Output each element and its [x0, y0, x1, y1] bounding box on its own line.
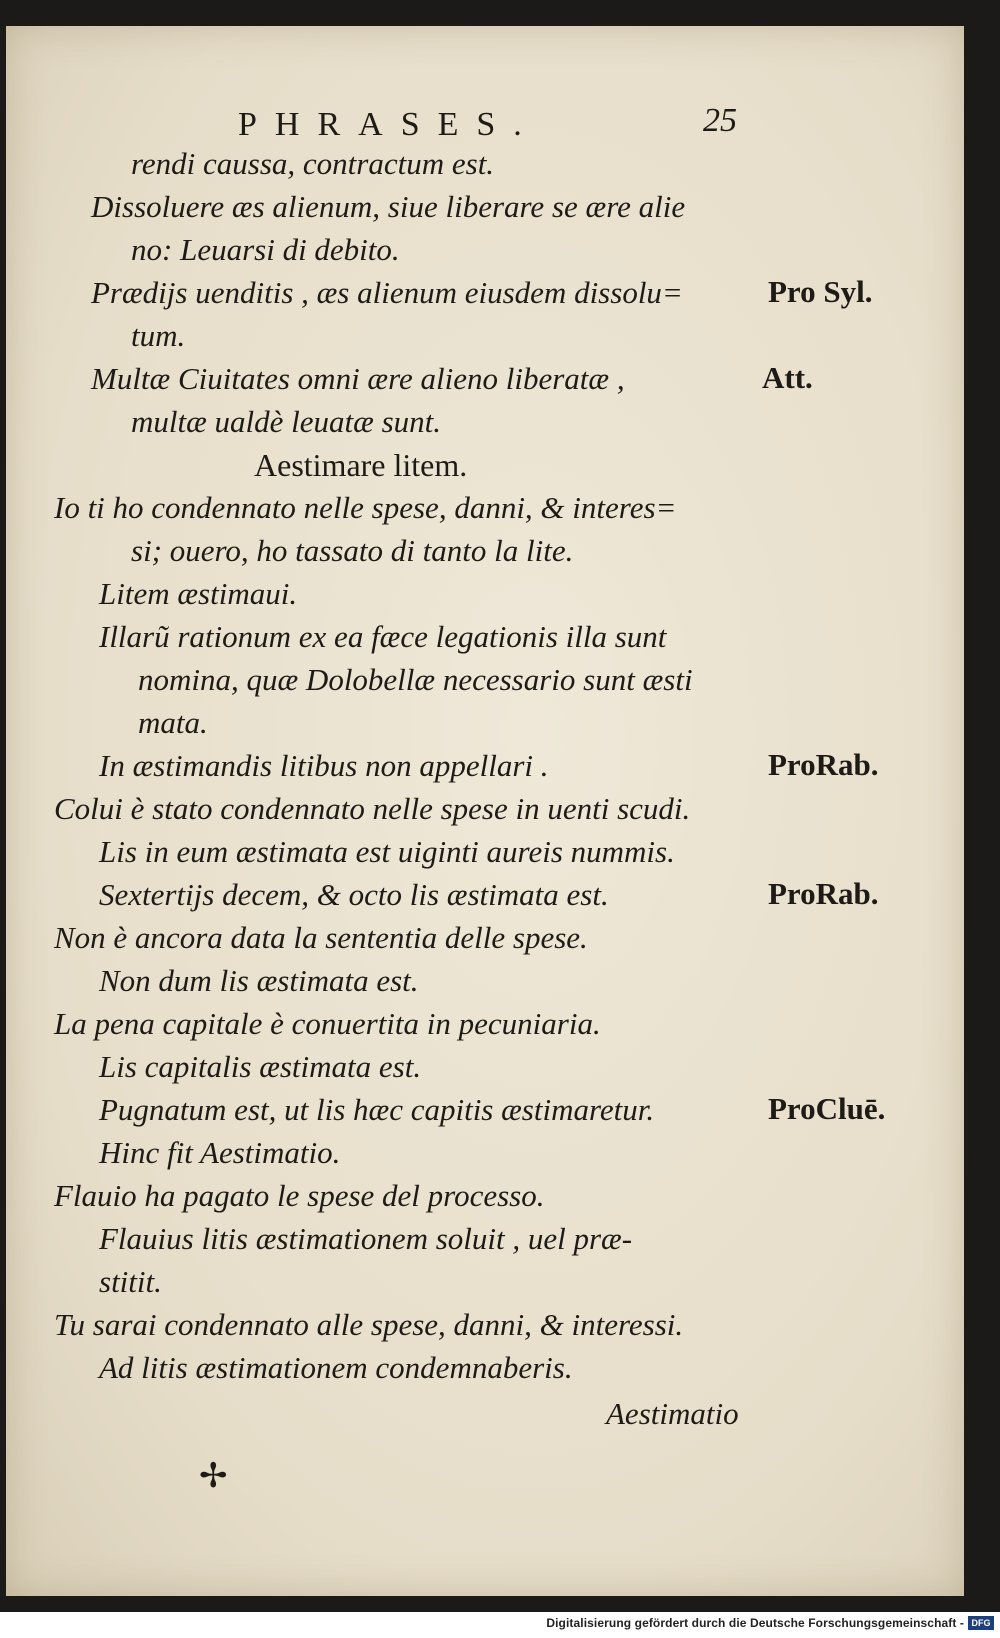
margin-note: ProCluē. — [768, 1091, 886, 1126]
text-line: Non è ancora data la sententia delle spese. — [54, 920, 588, 955]
text-line: Flauius litis æstimationem soluit , uel præ- — [99, 1221, 633, 1256]
text-line: Litem æstimaui. — [99, 576, 298, 611]
text-line: mata. — [138, 705, 208, 740]
text-line: In æstimandis litibus non appellari . — [99, 748, 549, 783]
catchword: Aestimatio — [606, 1396, 739, 1431]
text-line: Tu sarai condennato alle spese, danni, & interessi. — [54, 1307, 684, 1342]
signature-mark: ✢ — [199, 1458, 228, 1495]
text-line: stitit. — [99, 1264, 162, 1299]
margin-note: Pro Syl. — [768, 274, 873, 309]
text-line: Ad litis æstimationem condemnaberis. — [99, 1350, 573, 1385]
margin-note: ProRab. — [768, 747, 879, 782]
text-line: rendi caussa, contractum est. — [131, 146, 495, 181]
text-line: Io ti ho condennato nelle spese, danni, & interes= — [54, 490, 677, 525]
margin-note: ProRab. — [768, 876, 879, 911]
text-line: Non dum lis æstimata est. — [99, 963, 419, 998]
page-number: 25 — [703, 102, 737, 139]
text-line: multæ ualdè leuatæ sunt. — [131, 404, 441, 439]
text-line: Colui è stato condennato nelle spese in uenti scudi. — [54, 791, 691, 826]
text-line: tum. — [131, 318, 186, 353]
text-line: Illarũ rationum ex ea fæce legationis illa sunt — [99, 619, 667, 654]
text-line: Dissoluere æs alienum, siue liberare se ære alie — [91, 189, 686, 224]
text-line: Pugnatum est, ut lis hæc capitis æstimaretur. — [99, 1092, 655, 1127]
text-line: Flauio ha pagato le spese del processo. — [54, 1178, 545, 1213]
text-line: nomina, quæ Dolobellæ necessario sunt æsti — [138, 662, 693, 697]
text-line: Prædijs uenditis , æs alienum eiusdem dissolu= — [91, 275, 683, 310]
running-title: PHRASES. — [238, 106, 540, 143]
section-heading: Aestimare litem. — [254, 447, 468, 483]
book-page — [6, 26, 964, 1596]
text-line: Lis in eum æstimata est uiginti aureis nummis. — [99, 834, 675, 869]
margin-note: Att. — [762, 360, 813, 395]
text-line: La pena capitale è conuertita in pecuniaria. — [54, 1006, 601, 1041]
digitization-credit: Digitalisierung gefördert durch die Deutsche Forschungsgemeinschaft - — [546, 1616, 964, 1630]
text-line: no: Leuarsi di debito. — [131, 232, 400, 267]
text-line: Lis capitalis æstimata est. — [99, 1049, 422, 1084]
dfg-logo: DFG — [968, 1616, 994, 1630]
text-line: Multæ Ciuitates omni ære alieno liberatæ , — [91, 361, 625, 396]
text-line: Hinc fit Aestimatio. — [99, 1135, 341, 1170]
text-line: Sextertijs decem, & octo lis æstimata est. — [99, 877, 609, 912]
text-line: si; ouero, ho tassato di tanto la lite. — [131, 533, 574, 568]
